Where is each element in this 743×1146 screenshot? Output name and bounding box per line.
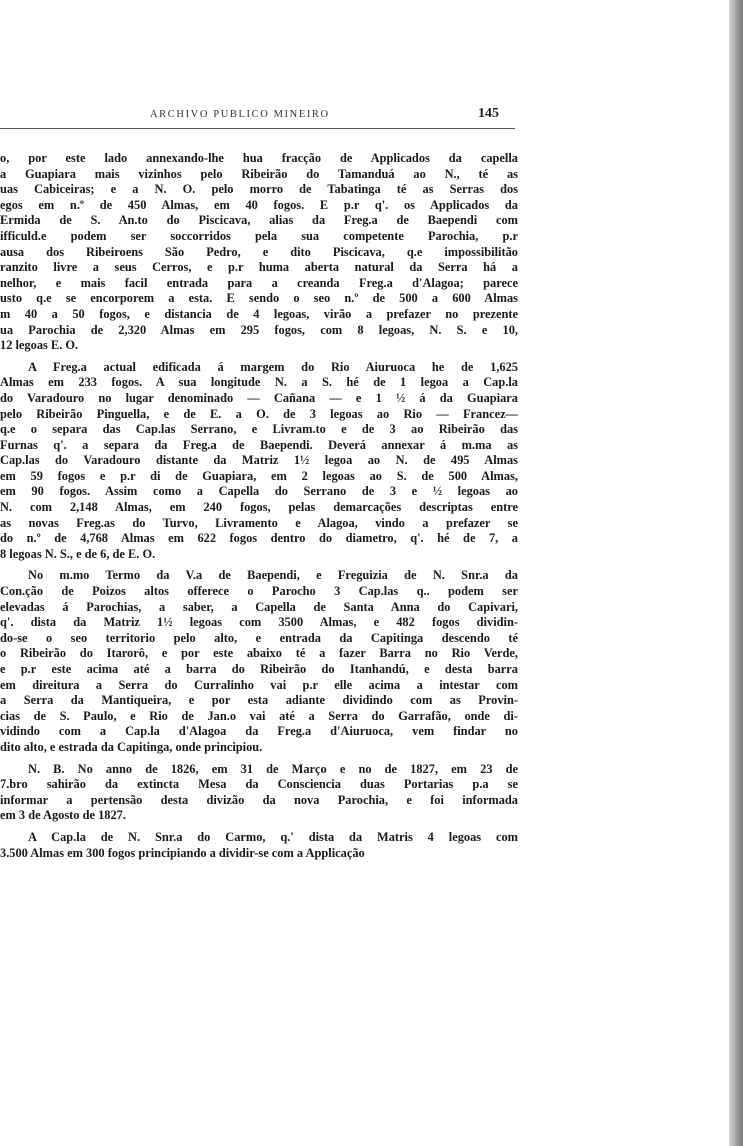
text-line: cias de S. Paulo, e Rio de Jan.o vai até a Serra do Garrafão, onde di- [0,708,518,723]
text-line: egos em n.º de 450 Almas, em 40 fogos. E p.r q'. os Applicados da [0,197,518,212]
text-line: ranzito livre a seus Cerros, e p.r huma aberta natural da Serra há a [0,260,518,275]
text-line: ifficuld.e podem ser soccorridos pela sua competente Parochia, p.r [0,228,518,243]
text-line: do Varadouro no lugar denominado — Cañana — e 1 ½ á da Guapiara [0,390,518,405]
text-line: A Freg.a actual edificada á margem do Rio Aiuruoca he de 1,625 [28,359,518,374]
text-line: do n.º de 4,768 Almas em 622 fogos dentro do diametro, q'. hé de 7, a [0,531,518,546]
text-line: uas Cabiceiras; e a N. O. pelo morro de Tabatinga té as Serras dos [0,182,518,197]
text-line: 3.500 Almas em 300 fogos principiando a dividir-se com a Applicação [0,845,365,860]
paragraph [0,762,518,824]
text-line: q.e o separa das Cap.las Serrano, e Livram.to e de 3 ao Ribeirão das [0,422,518,437]
body-text [0,151,518,867]
text-line: Ermida de S. An.to do Piscicava, alias da Freg.a de Baependi com [0,213,518,228]
text-line: em 3 de Agosto de 1827. [0,808,126,823]
text-line: N. com 2,148 Almas, em 240 fogos, pelas demarcações descriptas entre [0,500,518,515]
text-line: dito alto, e estrada da Capitinga, onde principiou. [0,739,263,754]
text-line: 8 legoas N. S., e de 6, de E. O. [0,546,156,561]
paragraph [0,360,518,563]
page-header [0,105,520,127]
paragraph [0,568,518,755]
text-line: o, por este lado annexando-lhe hua fracção de Applicados da capella [0,151,518,165]
text-line: usto q.e se encorporem a esta. E sendo o seo n.º de 500 a 600 Almas [0,291,518,306]
text-line: do-se o seo territorio pelo alto, e entrada da Capitinga descendo té [0,630,518,645]
paragraph [0,151,518,354]
text-line: ua Parochia de 2,320 Almas em 295 fogos, com 8 legoas, N. S. e 10, [0,322,518,337]
text-line: A Cap.la de N. Snr.a do Carmo, q.' dista da Matris 4 legoas com [28,829,518,844]
page-gutter-shadow [729,0,743,1146]
text-line: o Ribeirão do Itarorô, e por este abaixo té a fazer Barra no Rio Verde, [0,646,518,661]
text-line: informar a pertensão desta divizão da nova Parochia, e foi informada [0,792,518,807]
text-line: No m.mo Termo da V.a de Baependi, e Freguizia de N. Snr.a da [28,568,518,583]
text-line: as novas Freg.as do Turvo, Livramento e Alagoa, vindo a prefazer se [0,515,518,530]
text-line: Furnas q'. a separa da Freg.a de Baependi. Deverá annexar á m.ma as [0,437,518,452]
text-line: Cap.las do Varadouro distante da Matriz 1½ legoa ao N. de 495 Almas [0,453,518,468]
text-line: 7.bro sahirão da extincta Mesa da Consciencia duas Portarias p.a se [0,777,518,792]
text-line: em 90 fogos. Assim como a Capella do Serrano de 3 e ½ legoas ao [0,484,518,499]
page-number: 145 [478,106,499,121]
text-line: Con.ção de Poizos altos offerece o Parocho 3 Cap.las q.. podem ser [0,584,518,599]
text-line: vidindo com a Cap.la d'Alagoa da Freg.a d'Aiuruoca, vem findar no [0,724,518,739]
text-line: m 40 a 50 fogos, e distancia de 4 legoas, virão a prefazer no prezente [0,306,518,321]
text-line: q'. dista da Matriz 1½ legoas com 3500 Almas, e 482 fogos dividin- [0,615,518,630]
text-line: e p.r este acima até a barra do Ribeirão do Itanhandú, e desta barra [0,662,518,676]
text-line: elevadas á Parochias, a saber, a Capella de Santa Anna do Capivari, [0,599,518,614]
text-line: nelhor, e mais facil entrada para a creanda Freg.a d'Alagoa; parece [0,275,518,290]
text-line: a Guapiara mais vizinhos pelo Ribeirão do Tamanduá ao N., té as [0,166,518,181]
text-line: pelo Ribeirão Pinguella, e de E. a O. de 3 legoas ao Rio — Francez— [0,406,518,421]
text-line: em direitura a Serra do Curralinho vai p.r elle acima a intestar com [0,677,518,692]
text-line: em 59 fogos e p.r di de Guapiara, em 2 legoas ao S. de 500 Almas, [0,468,518,483]
text-line: Almas em 233 fogos. A sua longitude N. a S. hé de 1 legoa a Cap.la [0,375,518,390]
text-line: ausa dos Ribeiroens São Pedro, e dito Piscicava, q.e impossibilitão [0,244,518,259]
text-line: N. B. No anno de 1826, em 31 de Março e no de 1827, em 23 de [28,761,518,776]
running-title: ARCHIVO PUBLICO MINEIRO [150,109,330,120]
text-line: 12 legoas E. O. [0,338,79,353]
paragraph [0,830,518,861]
header-rule [0,128,515,129]
text-line: a Serra da Mantiqueira, e por esta adiante dividindo com as Provin- [0,693,518,708]
